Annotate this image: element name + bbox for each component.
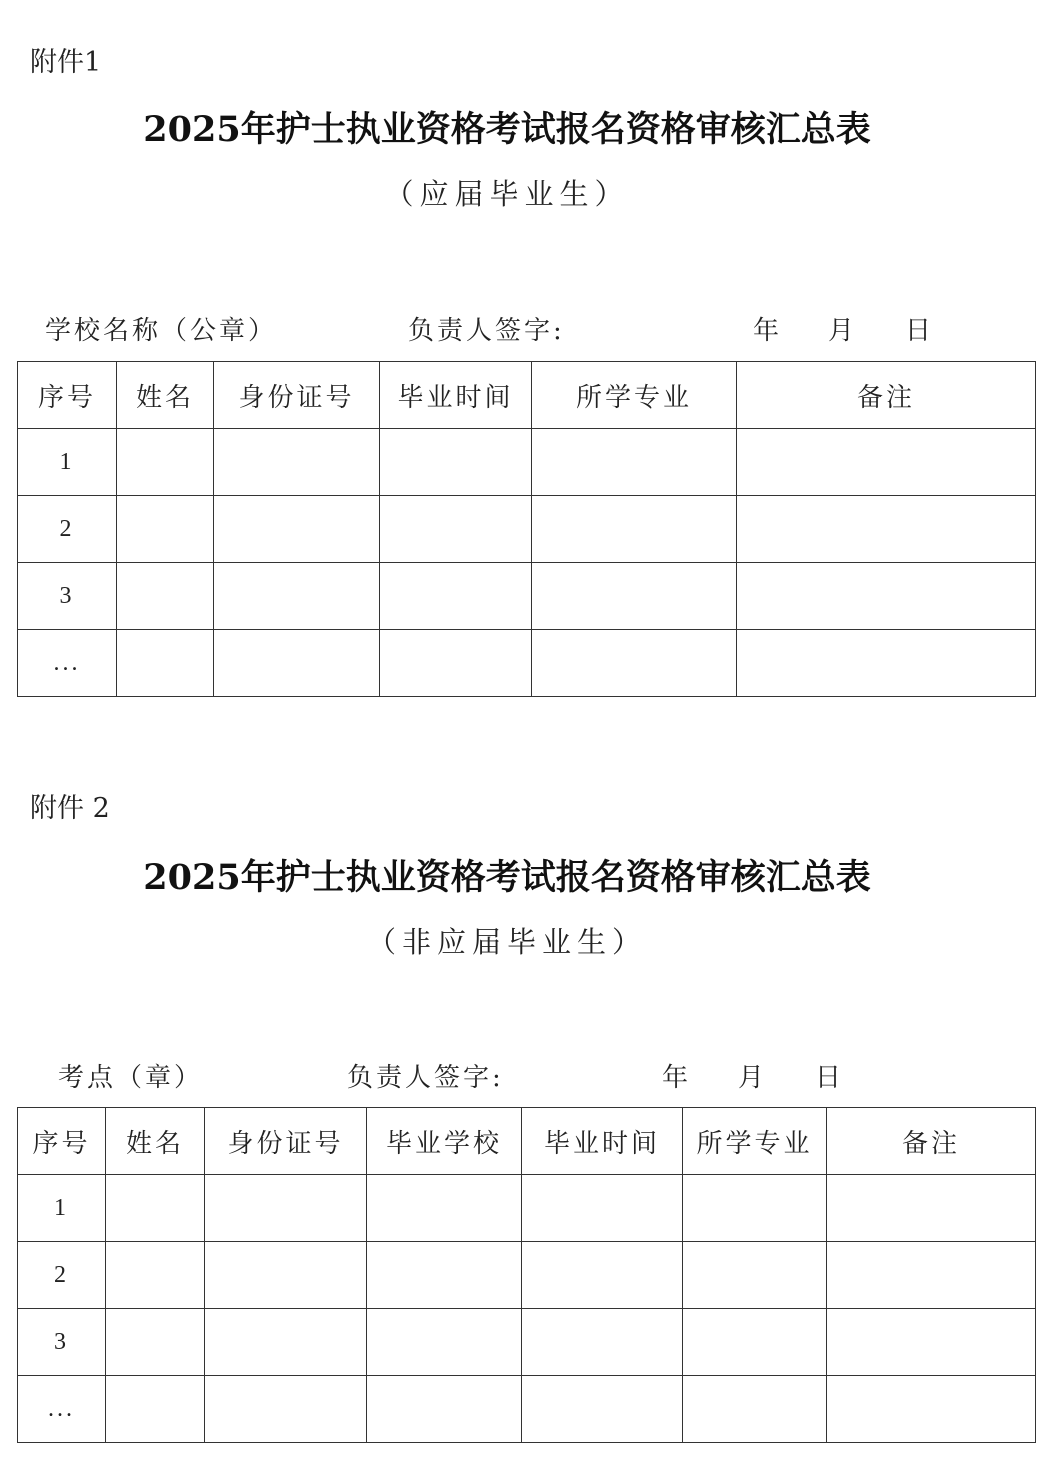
table-row (18, 429, 1036, 496)
annex2-month: 月 (738, 1063, 768, 1093)
table-row (18, 630, 1036, 697)
annex1-subtitle: （应届毕业生） (384, 177, 630, 211)
cell[interactable] (737, 630, 1036, 697)
header-grad-time: 毕业时间 (522, 1108, 683, 1175)
cell[interactable] (532, 496, 737, 563)
table-header-row (18, 362, 1036, 429)
cell[interactable] (737, 429, 1036, 496)
cell[interactable] (106, 1376, 205, 1443)
cell[interactable] (367, 1376, 522, 1443)
table-row (18, 1309, 1036, 1376)
cell[interactable] (522, 1309, 683, 1376)
cell[interactable] (532, 563, 737, 630)
cell[interactable] (827, 1376, 1036, 1443)
cell[interactable] (683, 1242, 827, 1309)
header-major: 所学专业 (683, 1108, 827, 1175)
cell[interactable] (367, 1242, 522, 1309)
annex2-label: 附件 2 (30, 793, 110, 824)
row-index: 2 (18, 1242, 106, 1309)
annex1-responsible-signature: 负责人签字: (408, 316, 565, 346)
header-index: 序号 (18, 1108, 106, 1175)
cell[interactable] (737, 496, 1036, 563)
table-header-row (18, 1108, 1036, 1175)
header-remarks: 备注 (737, 362, 1036, 429)
header-name: 姓名 (106, 1108, 205, 1175)
cell[interactable] (827, 1309, 1036, 1376)
annex2-exam-site-seal: 考点（章） (58, 1063, 204, 1093)
annex1-title: 2025年护士执业资格考试报名资格审核汇总表 (143, 109, 871, 150)
header-index: 序号 (18, 362, 117, 429)
cell[interactable] (522, 1376, 683, 1443)
cell[interactable] (117, 429, 214, 496)
cell[interactable] (214, 429, 380, 496)
cell[interactable] (205, 1376, 367, 1443)
row-index: ... (18, 630, 117, 697)
header-major: 所学专业 (532, 362, 737, 429)
cell[interactable] (827, 1242, 1036, 1309)
cell[interactable] (522, 1175, 683, 1242)
annex1-day: 日 (905, 316, 935, 346)
cell[interactable] (380, 630, 532, 697)
cell[interactable] (367, 1309, 522, 1376)
cell[interactable] (106, 1242, 205, 1309)
annex2-table (17, 1107, 1036, 1443)
cell[interactable] (380, 429, 532, 496)
annex2-title: 2025年护士执业资格考试报名资格审核汇总表 (143, 857, 871, 898)
table-row (18, 1175, 1036, 1242)
cell[interactable] (117, 630, 214, 697)
annex1-year: 年 (753, 316, 783, 346)
table-row (18, 563, 1036, 630)
cell[interactable] (522, 1242, 683, 1309)
cell[interactable] (214, 630, 380, 697)
cell[interactable] (380, 496, 532, 563)
cell[interactable] (380, 563, 532, 630)
cell[interactable] (532, 429, 737, 496)
header-remarks: 备注 (827, 1108, 1036, 1175)
row-index: 3 (18, 563, 117, 630)
table-row (18, 1376, 1036, 1443)
header-id: 身份证号 (214, 362, 380, 429)
cell[interactable] (205, 1309, 367, 1376)
row-index: 3 (18, 1309, 106, 1376)
row-index: 1 (18, 1175, 106, 1242)
cell[interactable] (106, 1309, 205, 1376)
annex2-day: 日 (815, 1063, 845, 1093)
cell[interactable] (205, 1242, 367, 1309)
annex1-school-seal: 学校名称（公章） (45, 316, 278, 346)
cell[interactable] (683, 1376, 827, 1443)
cell[interactable] (683, 1309, 827, 1376)
row-index: 2 (18, 496, 117, 563)
cell[interactable] (683, 1175, 827, 1242)
row-index: ... (18, 1376, 106, 1443)
header-id: 身份证号 (205, 1108, 367, 1175)
annex1-table (17, 361, 1036, 697)
cell[interactable] (214, 563, 380, 630)
cell[interactable] (106, 1175, 205, 1242)
annex2-responsible-signature: 负责人签字: (347, 1063, 504, 1093)
cell[interactable] (367, 1175, 522, 1242)
cell[interactable] (205, 1175, 367, 1242)
header-school: 毕业学校 (367, 1108, 522, 1175)
cell[interactable] (117, 496, 214, 563)
header-grad-time: 毕业时间 (380, 362, 532, 429)
annex1-label: 附件1 (30, 47, 102, 78)
cell[interactable] (532, 630, 737, 697)
annex2-subtitle: （非应届毕业生） (366, 925, 647, 959)
table-row (18, 496, 1036, 563)
cell[interactable] (214, 496, 380, 563)
header-name: 姓名 (117, 362, 214, 429)
cell[interactable] (827, 1175, 1036, 1242)
row-index: 1 (18, 429, 117, 496)
annex1-month: 月 (828, 316, 858, 346)
cell[interactable] (737, 563, 1036, 630)
table-row (18, 1242, 1036, 1309)
cell[interactable] (117, 563, 214, 630)
annex2-year: 年 (662, 1063, 692, 1093)
